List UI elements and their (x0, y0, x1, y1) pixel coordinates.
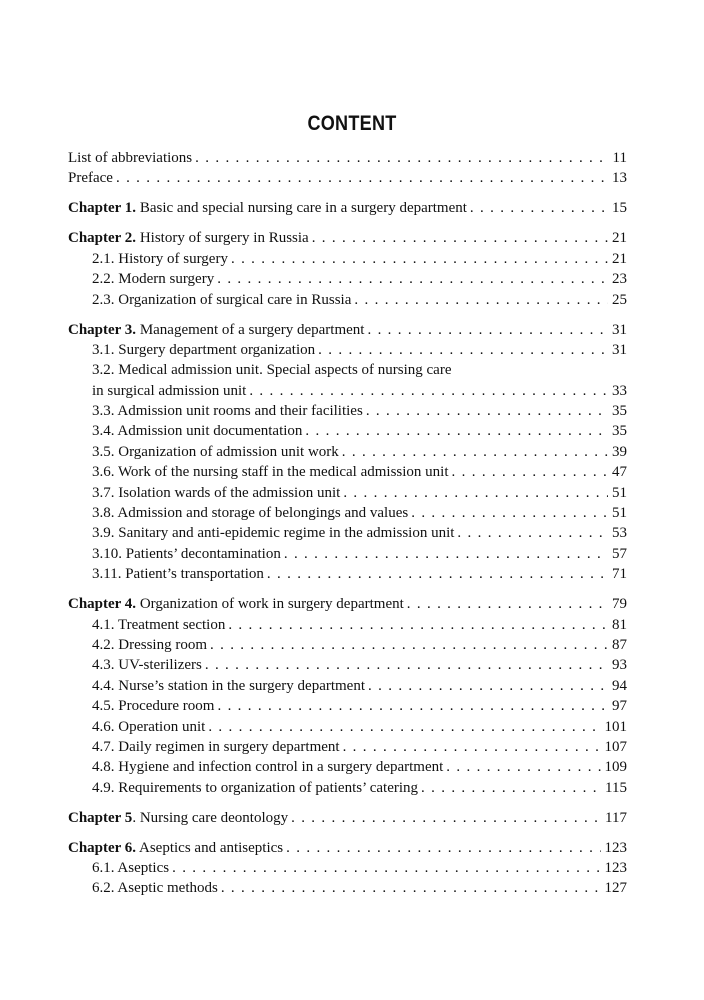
page-number: 71 (612, 566, 627, 583)
chapter-number: Chapter 5 (68, 809, 133, 826)
toc-entry-title (92, 360, 452, 380)
toc-entry-title (92, 858, 169, 878)
dot-leader (470, 198, 608, 218)
entry-text: 3.3. Admission unit rooms and their facilities (92, 403, 363, 420)
page-number: 101 (604, 718, 627, 735)
toc-entry-title (92, 655, 202, 675)
toc-entry-title (92, 544, 281, 564)
section-gap (68, 310, 627, 320)
toc-entry-title (92, 503, 408, 523)
toc-entry-title (92, 290, 351, 310)
toc-entry-title (92, 778, 418, 798)
page-number: 115 (605, 779, 627, 796)
toc-section-entry[interactable] (68, 401, 627, 421)
dot-leader (354, 290, 608, 310)
entry-text: History of surgery in Russia (139, 230, 309, 247)
toc-section-entry[interactable] (68, 442, 627, 462)
dot-leader (305, 421, 608, 441)
dot-leader (205, 655, 608, 675)
page-number: 25 (612, 291, 627, 308)
entry-text: Preface (68, 170, 113, 187)
toc-entry-title (92, 421, 302, 441)
entry-text: . Nursing care deontology (132, 809, 289, 826)
page-number: 35 (612, 423, 627, 440)
entry-text: 2.2. Modern surgery (92, 271, 215, 288)
toc-entry-title (68, 168, 113, 188)
toc-section-entry[interactable] (68, 676, 627, 696)
dot-leader (366, 401, 608, 421)
page-number: 21 (612, 230, 627, 247)
toc-section-entry[interactable] (68, 858, 627, 878)
toc-entry-title (92, 878, 218, 898)
toc-entry-title (92, 757, 443, 777)
dot-leader (342, 442, 608, 462)
chapter-number: Chapter 3. (68, 321, 137, 338)
chapter-number: Chapter 4. (68, 596, 137, 613)
section-gap (68, 189, 627, 199)
toc-entry-title (68, 198, 467, 218)
dot-leader (284, 544, 608, 564)
toc-entry-title (68, 148, 192, 168)
toc-section-entry[interactable] (68, 635, 627, 655)
page-number: 23 (612, 271, 627, 288)
page-number: 47 (612, 464, 627, 481)
toc-section-entry[interactable] (68, 655, 627, 675)
toc-entry-title (92, 737, 340, 757)
entry-text: 3.11. Patient’s transportation (92, 566, 264, 583)
toc-section-entry[interactable] (68, 421, 627, 441)
entry-text: 4.6. Operation unit (92, 718, 206, 735)
entry-text: 6.1. Aseptics (92, 860, 170, 877)
toc-section-entry[interactable] (68, 757, 627, 777)
toc-chapter-entry[interactable] (68, 198, 627, 218)
entry-text: 4.9. Requirements to organization of patients’ catering (92, 779, 419, 796)
page-number: 53 (612, 525, 627, 542)
dot-leader (446, 757, 600, 777)
page-number: 51 (612, 484, 627, 501)
page-number: 93 (612, 657, 627, 674)
toc-entry-title (92, 249, 228, 269)
entry-text: in surgical admission unit (92, 382, 247, 399)
toc-entry-title (92, 442, 339, 462)
dot-leader (195, 148, 608, 168)
dot-leader (411, 503, 608, 523)
toc-entry-title (92, 696, 214, 716)
entry-text: 3.9. Sanitary and anti-epidemic regime in the admission unit (92, 525, 455, 542)
toc-entry-title (92, 676, 365, 696)
dot-leader (367, 320, 608, 340)
toc-chapter-entry[interactable] (68, 808, 627, 828)
toc-entry-title (68, 808, 288, 828)
toc-entry-title (92, 615, 225, 635)
toc-chapter-entry[interactable] (68, 168, 627, 188)
entry-text: 3.4. Admission unit documentation (92, 423, 303, 440)
dot-leader (407, 594, 608, 614)
entry-text: 4.5. Procedure room (92, 698, 215, 715)
page-number: 15 (612, 200, 627, 217)
page-number: 123 (604, 839, 627, 856)
dot-leader (208, 717, 600, 737)
toc-section-entry[interactable] (68, 737, 627, 757)
section-gap (68, 219, 627, 229)
page-number: 21 (612, 250, 627, 267)
toc-section-entry[interactable] (68, 249, 627, 269)
toc-section-entry[interactable] (68, 717, 627, 737)
toc-section-entry[interactable] (68, 544, 627, 564)
entry-text: 4.1. Treatment section (92, 616, 226, 633)
toc-section-entry[interactable] (68, 360, 627, 380)
page-number: 33 (612, 382, 627, 399)
entry-text: 3.6. Work of the nursing staff in the medical admission unit (92, 464, 449, 481)
entry-text: 3.8. Admission and storage of belongings and values (92, 505, 409, 522)
entry-text: 4.8. Hygiene and infection control in a surgery department (92, 759, 444, 776)
dot-leader (231, 249, 608, 269)
dot-leader (368, 676, 608, 696)
dot-leader (116, 168, 608, 188)
dot-leader (221, 878, 601, 898)
dot-leader (249, 381, 608, 401)
toc-entry-title (68, 228, 309, 248)
toc-section-entry[interactable] (68, 462, 627, 482)
page-number: 51 (612, 505, 627, 522)
toc-section-entry[interactable] (68, 523, 627, 543)
entry-text: Aseptics and antiseptics (139, 839, 284, 856)
section-gap (68, 798, 627, 808)
toc-entry-title (92, 483, 340, 503)
dot-leader (343, 483, 608, 503)
entry-text: 6.2. Aseptic methods (92, 880, 218, 897)
page-number: 57 (612, 545, 627, 562)
toc-section-entry[interactable] (68, 778, 627, 798)
toc-section-entry[interactable] (68, 483, 627, 503)
page-number: 107 (604, 738, 627, 755)
dot-leader (172, 858, 600, 878)
entry-text: 4.3. UV-sterilizers (92, 657, 202, 674)
page-number: 97 (612, 698, 627, 715)
entry-text: 2.3. Organization of surgical care in Russia (92, 291, 352, 308)
toc-chapter-entry[interactable] (68, 320, 627, 340)
entry-text: Organization of work in surgery department (139, 596, 404, 613)
toc-entry-title (92, 564, 264, 584)
toc-chapter-entry[interactable] (68, 838, 627, 858)
entry-text: 3.7. Isolation wards of the admission unit (92, 484, 341, 501)
toc-section-entry[interactable] (68, 878, 627, 898)
toc-chapter-entry[interactable] (68, 148, 627, 168)
page-number: 117 (605, 809, 627, 826)
entry-text: 3.5. Organization of admission unit work (92, 443, 339, 460)
toc-entry-title (92, 269, 214, 289)
toc-entry-title (92, 635, 207, 655)
page-number: 94 (612, 677, 627, 694)
section-gap (68, 828, 627, 838)
page-number: 39 (612, 443, 627, 460)
dot-leader (267, 564, 608, 584)
chapter-number: Chapter 1. (68, 200, 137, 217)
dot-leader (217, 269, 608, 289)
page-title: CONTENT (307, 112, 397, 135)
dot-leader (286, 838, 600, 858)
toc-section-entry[interactable] (68, 503, 627, 523)
entry-text: 3.1. Surgery department organization (92, 341, 316, 358)
page-number: 109 (604, 759, 627, 776)
toc-section-entry[interactable] (68, 381, 627, 401)
toc-section-entry[interactable] (68, 340, 627, 360)
toc-chapter-entry[interactable] (68, 228, 627, 248)
entry-text: 4.7. Daily regimen in surgery department (92, 738, 340, 755)
dot-leader (217, 696, 608, 716)
chapter-number: Chapter 6. (68, 839, 137, 856)
page-number: 123 (604, 860, 627, 877)
toc-chapter-entry[interactable] (68, 594, 627, 614)
page-number: 13 (612, 170, 627, 187)
page-number: 87 (612, 636, 627, 653)
dot-leader (291, 808, 601, 828)
entry-text: 4.4. Nurse’s station in the surgery department (92, 677, 366, 694)
dot-leader (210, 635, 608, 655)
entry-text: 4.2. Dressing room (92, 636, 207, 653)
toc-entry-title (92, 717, 205, 737)
toc-section-entry[interactable] (68, 290, 627, 310)
dot-leader (457, 523, 608, 543)
toc-section-entry[interactable] (68, 696, 627, 716)
entry-text: 3.10. Patients’ decontamination (92, 545, 281, 562)
dot-leader (421, 778, 601, 798)
page-number: 11 (612, 150, 627, 166)
toc-entry-title (92, 523, 454, 543)
entry-text: Management of a surgery department (139, 321, 365, 338)
toc-section-entry[interactable] (68, 615, 627, 635)
dot-leader (452, 462, 608, 482)
toc-entry-title (92, 340, 315, 360)
entry-text: List of abbreviations (68, 150, 193, 166)
page-number: 31 (612, 321, 627, 338)
toc-entry-title (92, 381, 246, 401)
entry-text: Basic and special nursing care in a surgery department (139, 200, 467, 217)
dot-leader (343, 737, 601, 757)
toc-entry-title (68, 594, 404, 614)
entry-text: 2.1. History of surgery (92, 250, 228, 267)
dot-leader (318, 340, 608, 360)
toc-section-entry[interactable] (68, 269, 627, 289)
chapter-number: Chapter 2. (68, 230, 137, 247)
toc-section-entry[interactable] (68, 564, 627, 584)
page-number: 35 (612, 403, 627, 420)
dot-leader (228, 615, 608, 635)
toc-entry-title (92, 401, 363, 421)
page-number: 31 (612, 341, 627, 358)
page-number: 81 (612, 616, 627, 633)
dot-leader (312, 228, 608, 248)
page-number: 127 (604, 880, 627, 897)
toc-entry-title (68, 838, 283, 858)
section-gap (68, 585, 627, 595)
toc-entry-title (92, 462, 449, 482)
page-number: 79 (612, 596, 627, 613)
table-of-contents (68, 148, 627, 899)
entry-text: 3.2. Medical admission unit. Special aspects of nursing care (92, 362, 452, 379)
toc-entry-title (68, 320, 364, 340)
